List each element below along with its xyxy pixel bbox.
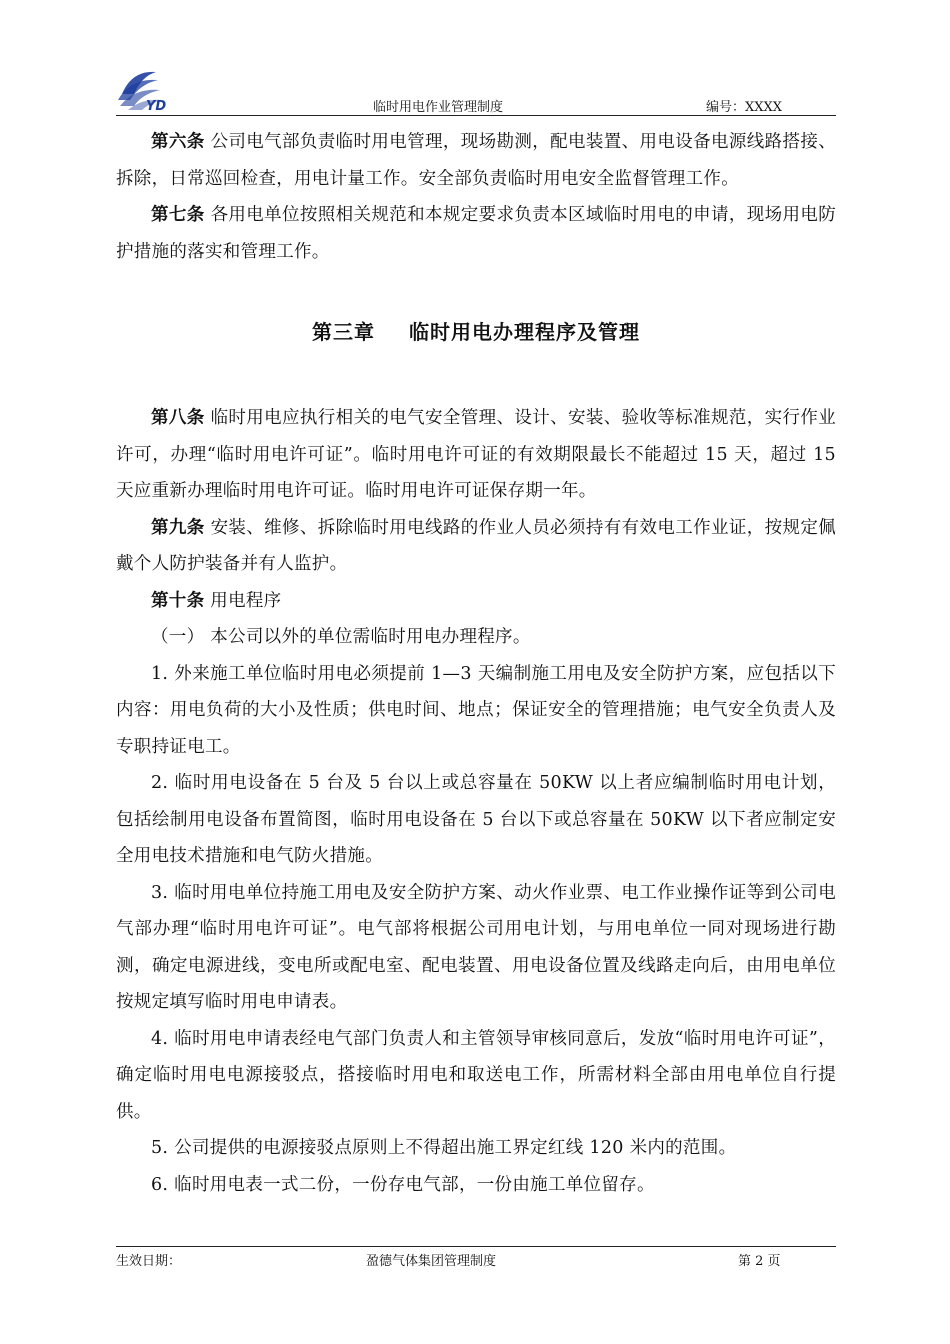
chapter-title: 临时用电办理程序及管理 xyxy=(409,320,640,344)
article-10 xyxy=(116,583,836,620)
article-label: 第七条 xyxy=(151,205,205,225)
footer-divider xyxy=(116,1246,836,1247)
article-text: 各用电单位按照相关规范和本规定要求负责本区域临时用电的申请，现场用电防护措施的落实和管理工作。 xyxy=(116,205,836,262)
effective-date-label: 生效日期： xyxy=(116,1254,182,1269)
article-text: 临时用电应执行相关的电气安全管理、设计、安装、验收等标准规范，实行作业许可，办理“临时用电许可证”。临时用电许可证的有效期限最长不能超过 15 天，超过 15 天应重新办理临时用电许可证。临时用电许可证保存期一年。 xyxy=(116,408,836,501)
article-label: 第九条 xyxy=(151,517,205,538)
procedure-item: 1. 外来施工单位临时用电必须提前 1—3 天编制施工用电及安全防护方案，应包括以下内容：用电负荷的大小及性质；供电时间、地点；保证安全的管理措施；电气安全负责人及专职持证电工。 xyxy=(116,663,836,757)
svg-text:YD: YD xyxy=(146,99,167,114)
article-label: 第八条 xyxy=(151,408,205,428)
procedure-item: 6. 临时用电表一式二份，一份存电气部，一份由施工单位留存。 xyxy=(151,1174,655,1195)
chapter-number: 第三章 xyxy=(312,320,375,344)
article-text: 用电程序 xyxy=(210,590,282,611)
procedure-item: 2. 临时用电设备在 5 台及 5 台以上或总容量在 50KW 以上者应编制临时用电计划，包括绘制用电设备布置简图，临时用电设备在 5 台以下或总容量在 50KW 以下者应制定安全用电技术措施和电气防火措施。 xyxy=(116,773,836,866)
document-code: 编号：XXXX xyxy=(706,100,783,115)
company-logo xyxy=(112,64,174,114)
article-text: 公司电气部负责临时用电管理，现场勘测，配电装置、用电设备电源线路搭接、拆除，日常巡回检查，用电计量工作。安全部负责临时用电安全监督管理工作。 xyxy=(116,132,836,189)
section-articles-6-7 xyxy=(116,124,836,270)
subsection-heading: （一） 本公司以外的单位需临时用电办理程序。 xyxy=(151,627,531,647)
article-text: 安装、维修、拆除临时用电线路的作业人员必须持有有效电工作业证，按规定佩戴个人防护装备并有人监护。 xyxy=(116,517,836,574)
header-divider xyxy=(116,115,836,116)
article-7 xyxy=(116,197,836,270)
procedure-item: 5. 公司提供的电源接驳点原则上不得超出施工界定红线 120 米内的范围。 xyxy=(151,1138,737,1158)
article-8 xyxy=(116,400,836,510)
article-label: 第十条 xyxy=(151,590,205,611)
header-title: 临时用电作业管理制度 xyxy=(373,100,504,115)
section-articles-8-10 xyxy=(116,400,836,1203)
page-number: 第 2 页 xyxy=(738,1254,781,1269)
article-6 xyxy=(116,124,836,197)
article-9 xyxy=(116,510,836,583)
chapter-heading xyxy=(116,316,836,345)
procedure-item: 4. 临时用电申请表经电气部门负责人和主管领导审核同意后，发放“临时用电许可证”，确定临时用电电源接驳点，搭接临时用电和取送电工作，所需材料全部由用电单位自行提供。 xyxy=(116,1028,836,1122)
footer-company: 盈德气体集团管理制度 xyxy=(366,1254,497,1269)
procedure-item: 3. 临时用电单位持施工用电及安全防护方案、动火作业票、电工作业操作证等到公司电气部办理“临时用电许可证”。电气部将根据公司用电计划，与用电单位一同对现场进行勘测，确定电源进线，变电所或配电室、配电装置、用电设备位置及线路走向后，由用电单位按规定填写临时用电申请表。 xyxy=(116,882,836,1012)
article-label: 第六条 xyxy=(151,132,205,152)
